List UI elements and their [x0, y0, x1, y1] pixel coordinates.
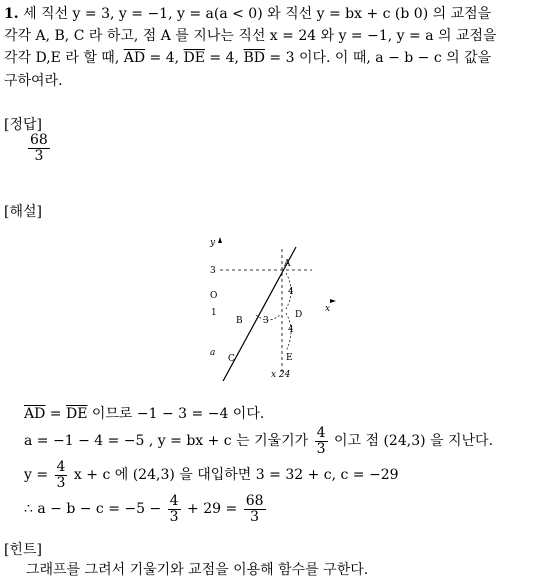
hint-header: [힌트]	[4, 542, 42, 558]
point-d-label: D	[295, 310, 303, 320]
tick-1: 1	[211, 308, 217, 318]
solution-line-1	[24, 402, 264, 426]
problem-line-1	[4, 2, 491, 26]
y-axis-label: y	[210, 238, 216, 248]
solution-header: [해설]	[4, 204, 42, 220]
length-de: 4	[288, 325, 294, 335]
sol-text-2b: 이고 점 (24,3) 을 지난다.	[334, 433, 494, 449]
sol-4-num2: 68	[245, 492, 264, 509]
eq-ad: = 4,	[145, 50, 184, 66]
solution-line-4	[24, 492, 268, 526]
sol-2-num: 4	[316, 424, 326, 441]
sol-3-den: 3	[56, 474, 66, 491]
problem-number: 1.	[4, 6, 19, 22]
segment-bd: $\overline{BD}$	[243, 50, 265, 66]
problem-line-4	[4, 69, 63, 93]
y-axis-arrow-icon	[218, 237, 222, 243]
sol-text-2a: a = −1 − 4 = −5 , y = bx + c 는 기울기가	[24, 433, 309, 449]
sol-4-den: 3	[169, 508, 179, 525]
length-ad: 4	[288, 287, 294, 297]
tick-o: O	[210, 291, 218, 301]
x-axis-label: x	[325, 304, 331, 314]
eq-bd: = 3 이다. 이 때, a − b − c 의 값을	[264, 50, 492, 66]
answer-fraction	[26, 133, 52, 164]
segment-de: $\overline{DE}$	[183, 50, 205, 66]
point-e-label: E	[286, 353, 293, 363]
sol-4-den2: 3	[250, 508, 260, 525]
sol-text-3b: x + c 에 (24,3) 을 대입하면 3 = 32 + c, c = −29	[73, 467, 399, 483]
sol-text-4a: ∴ a − b − c = −5 −	[24, 501, 162, 517]
eq-de: = 4,	[204, 50, 244, 66]
sol-3-num: 4	[56, 458, 66, 475]
answer-header: [정답]	[4, 117, 42, 133]
sol-eq: =	[45, 406, 66, 422]
solution-figure	[200, 233, 340, 381]
solution-line-2	[24, 424, 493, 458]
answer-denominator: 3	[34, 148, 44, 164]
problem-line-3	[4, 46, 491, 70]
point-b-label: B	[236, 316, 243, 326]
tick-a: a	[210, 348, 216, 358]
solution-line-3	[24, 458, 399, 492]
sol-segment-ad: $\overline{AD}$	[24, 406, 46, 422]
tick-3: 3	[210, 266, 216, 276]
sol-text-4b: + 29 =	[187, 501, 238, 517]
point-c-label: C	[228, 354, 235, 364]
sol-rest-1: 이므로 −1 − 3 = −4 이다.	[87, 406, 265, 422]
problem-text-2: 각각 A, B, C 라 하고, 점 A 를 지나는 직선 x = 24 와 y = −1, y = a 의 교점을	[4, 28, 497, 44]
sol-text-3a: y =	[24, 467, 49, 483]
x-axis-arrow-icon	[330, 299, 336, 303]
sol-segment-de: $\overline{DE}$	[65, 406, 88, 422]
sol-2-den: 3	[316, 440, 326, 457]
answer-numerator: 68	[30, 132, 48, 148]
hint-text: 그래프를 그려서 기울기와 교점을 이용해 함수를 구한다.	[26, 562, 369, 578]
segment-ad: $\overline{AD}$	[123, 50, 146, 66]
x24-label: x 24	[271, 370, 291, 380]
sol-4-num: 4	[169, 492, 179, 509]
problem-text-1: 세 직선 y = 3, y = −1, y = a(a < 0) 와 직선 y = bx + c (b 0) 의 교점을	[23, 6, 492, 22]
problem-text-4: 구하여라.	[4, 73, 63, 89]
problem-line-2	[4, 24, 497, 48]
length-bd: 3	[263, 316, 269, 326]
point-a-label: A	[284, 259, 291, 269]
problem-text-3: 각각 D,E 라 할 때,	[4, 50, 120, 66]
